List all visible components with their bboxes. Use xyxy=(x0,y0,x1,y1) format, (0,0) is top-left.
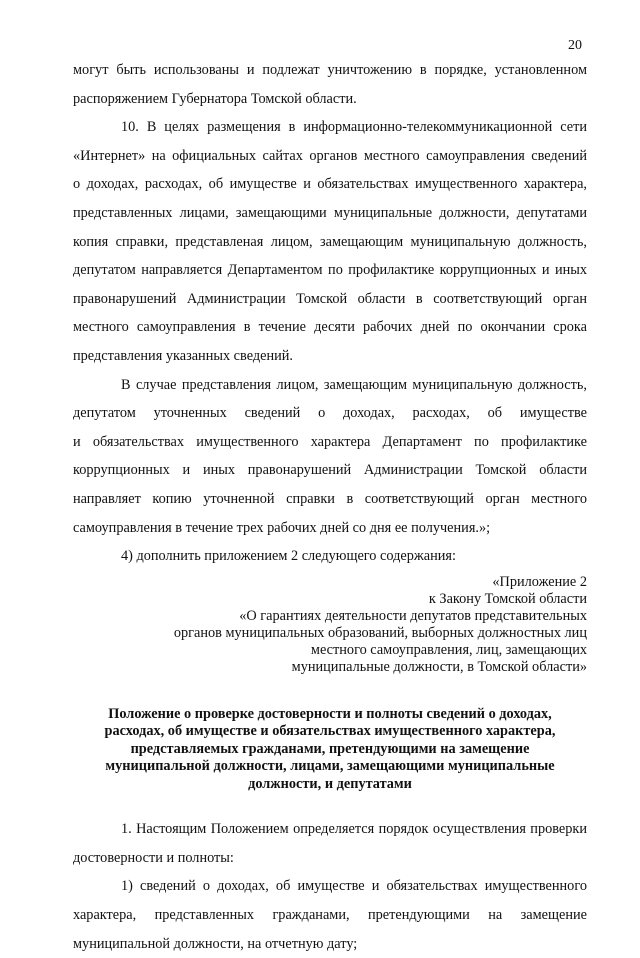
text-line: правонарушений Администрации Томской области в соответствующий орган xyxy=(73,290,587,307)
text-line: 1) сведений о доходах, об имуществе и обязательствах имущественного xyxy=(121,878,587,895)
appendix-heading xyxy=(73,574,587,676)
paragraph-subitem-1 xyxy=(73,872,587,958)
text-line: местного самоуправления в течение десяти рабочих дней по окончании срока xyxy=(73,319,587,336)
text-line: «Интернет» на официальных сайтах органов местного самоуправления сведений xyxy=(73,147,587,164)
title-line: представляемых гражданами, претендующими на замещение xyxy=(130,740,530,757)
paragraph-item-10 xyxy=(73,113,587,370)
appendix-line: муниципальные должности, в Томской области» xyxy=(291,658,587,675)
text-line: депутатом направляется Департаментом по профилактике коррупционных и иных xyxy=(73,262,587,279)
text-line: копия справки, представленая лицом, замещающим муниципальную должность, xyxy=(73,233,587,250)
appendix-line: «Приложение 2 xyxy=(492,573,587,590)
regulation-title xyxy=(73,706,587,794)
text-line: 1. Настоящим Положением определяется порядок осуществления проверки xyxy=(121,821,587,838)
text-line: достоверности и полноты: xyxy=(73,849,234,866)
paragraph-item-1 xyxy=(73,815,587,872)
text-line: муниципальной должности, на отчетную дату; xyxy=(73,935,358,952)
text-line: В случае представления лицом, замещающим муниципальную должность, xyxy=(121,376,587,393)
text-line: 4) дополнить приложением 2 следующего содержания: xyxy=(121,548,456,565)
title-line: расходах, об имуществе и обязательствах имущественного характера, xyxy=(104,723,556,740)
title-line: должности, и депутатами xyxy=(248,775,412,792)
title-line: Положение о проверке достоверности и полноты сведений о доходах, xyxy=(108,705,552,722)
text-line: самоуправления в течение трех рабочих дней со дня ее получения.»; xyxy=(73,519,491,536)
text-line: представленных лицами, замещающими муниципальные должности, депутатами xyxy=(73,204,587,221)
text-line: и обязательствах имущественного характера Департамент по профилактике xyxy=(73,433,587,450)
title-line: муниципальной должности, лицами, замещающими муниципальные xyxy=(105,758,555,775)
paragraph-item-4 xyxy=(73,542,587,571)
paragraph-continuation xyxy=(73,56,587,113)
text-line: характера, представленных гражданами, претендующими на замещение xyxy=(73,906,587,923)
text-line: коррупционных и иных правонарушений Администрации Томской области xyxy=(73,462,587,479)
page-number: 20 xyxy=(568,38,582,53)
text-line: депутатом уточненных сведений о доходах, расходах, об имуществе xyxy=(73,405,587,422)
appendix-line: местного самоуправления, лиц, замещающих xyxy=(310,641,587,658)
text-line: распоряжением Губернатора Томской области. xyxy=(73,90,357,107)
text-line: могут быть использованы и подлежат уничтожению в порядке, установленном xyxy=(73,62,587,78)
document-body xyxy=(73,56,587,958)
text-line: представления указанных сведений. xyxy=(73,347,294,364)
appendix-line: «О гарантиях деятельности депутатов представительных xyxy=(239,607,587,624)
text-line: о доходах, расходах, об имуществе и обязательствах имущественного характера, xyxy=(73,176,587,193)
paragraph-clarified-info xyxy=(73,371,587,543)
appendix-line: органов муниципальных образований, выборных должностных лиц xyxy=(173,624,587,641)
text-line: направляет копию уточненной справки в соответствующий орган местного xyxy=(73,490,587,507)
appendix-line: к Закону Томской области xyxy=(428,590,587,607)
text-line: 10. В целях размещения в информационно-телекоммуникационной сети xyxy=(121,119,587,136)
